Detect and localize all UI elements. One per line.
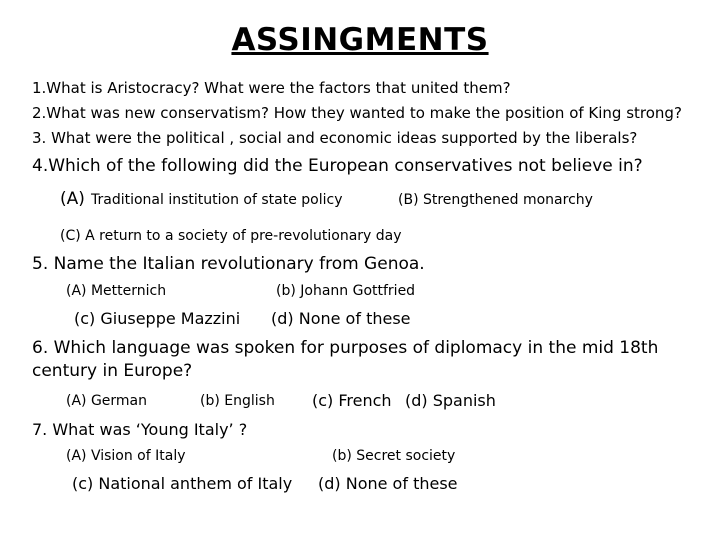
question-4: 4.Which of the following did the European conservatives not believe in? — [32, 156, 643, 176]
q6-option-d: (d) Spanish — [405, 391, 496, 410]
q4-option-a: Traditional institution of state policy — [91, 192, 343, 208]
q7-option-b: (b) Secret society — [332, 448, 456, 464]
q7-option-d: (d) None of these — [318, 474, 458, 493]
q6-option-a: (A) German — [66, 393, 148, 409]
q7-option-a: (A) Vision of Italy — [66, 448, 186, 464]
q5-option-a: (A) Metternich — [66, 283, 167, 299]
question-6-line2: century in Europe? — [32, 361, 193, 381]
q7-option-c: (c) National anthem of Italy — [72, 474, 293, 493]
question-1: 1.What is Aristocracy? What were the factors that united them? — [32, 79, 511, 97]
question-7: 7. What was ‘Young Italy’ ? — [32, 420, 248, 439]
page-title: ASSINGMENTS — [231, 22, 489, 58]
question-6-line1: 6. Which language was spoken for purposes of diplomacy in the mid 18th — [32, 338, 659, 358]
q5-option-d: (d) None of these — [271, 309, 411, 328]
q4-option-b: (B) Strengthened monarchy — [398, 192, 593, 208]
question-3: 3. What were the political , social and economic ideas supported by the liberals? — [32, 129, 638, 147]
q5-option-c: (c) Giuseppe Mazzini — [74, 309, 241, 328]
q6-option-b: (b) English — [200, 393, 275, 409]
question-2: 2.What was new conservatism? How they wanted to make the position of King strong? — [32, 104, 682, 122]
q4-option-c: (C) A return to a society of pre-revolutionary day — [60, 228, 402, 244]
question-5: 5. Name the Italian revolutionary from Genoa. — [32, 254, 425, 274]
q6-option-c: (c) French — [312, 391, 392, 410]
q5-option-b: (b) Johann Gottfried — [276, 283, 416, 299]
q4-option-a-letter: (A) — [60, 189, 85, 209]
